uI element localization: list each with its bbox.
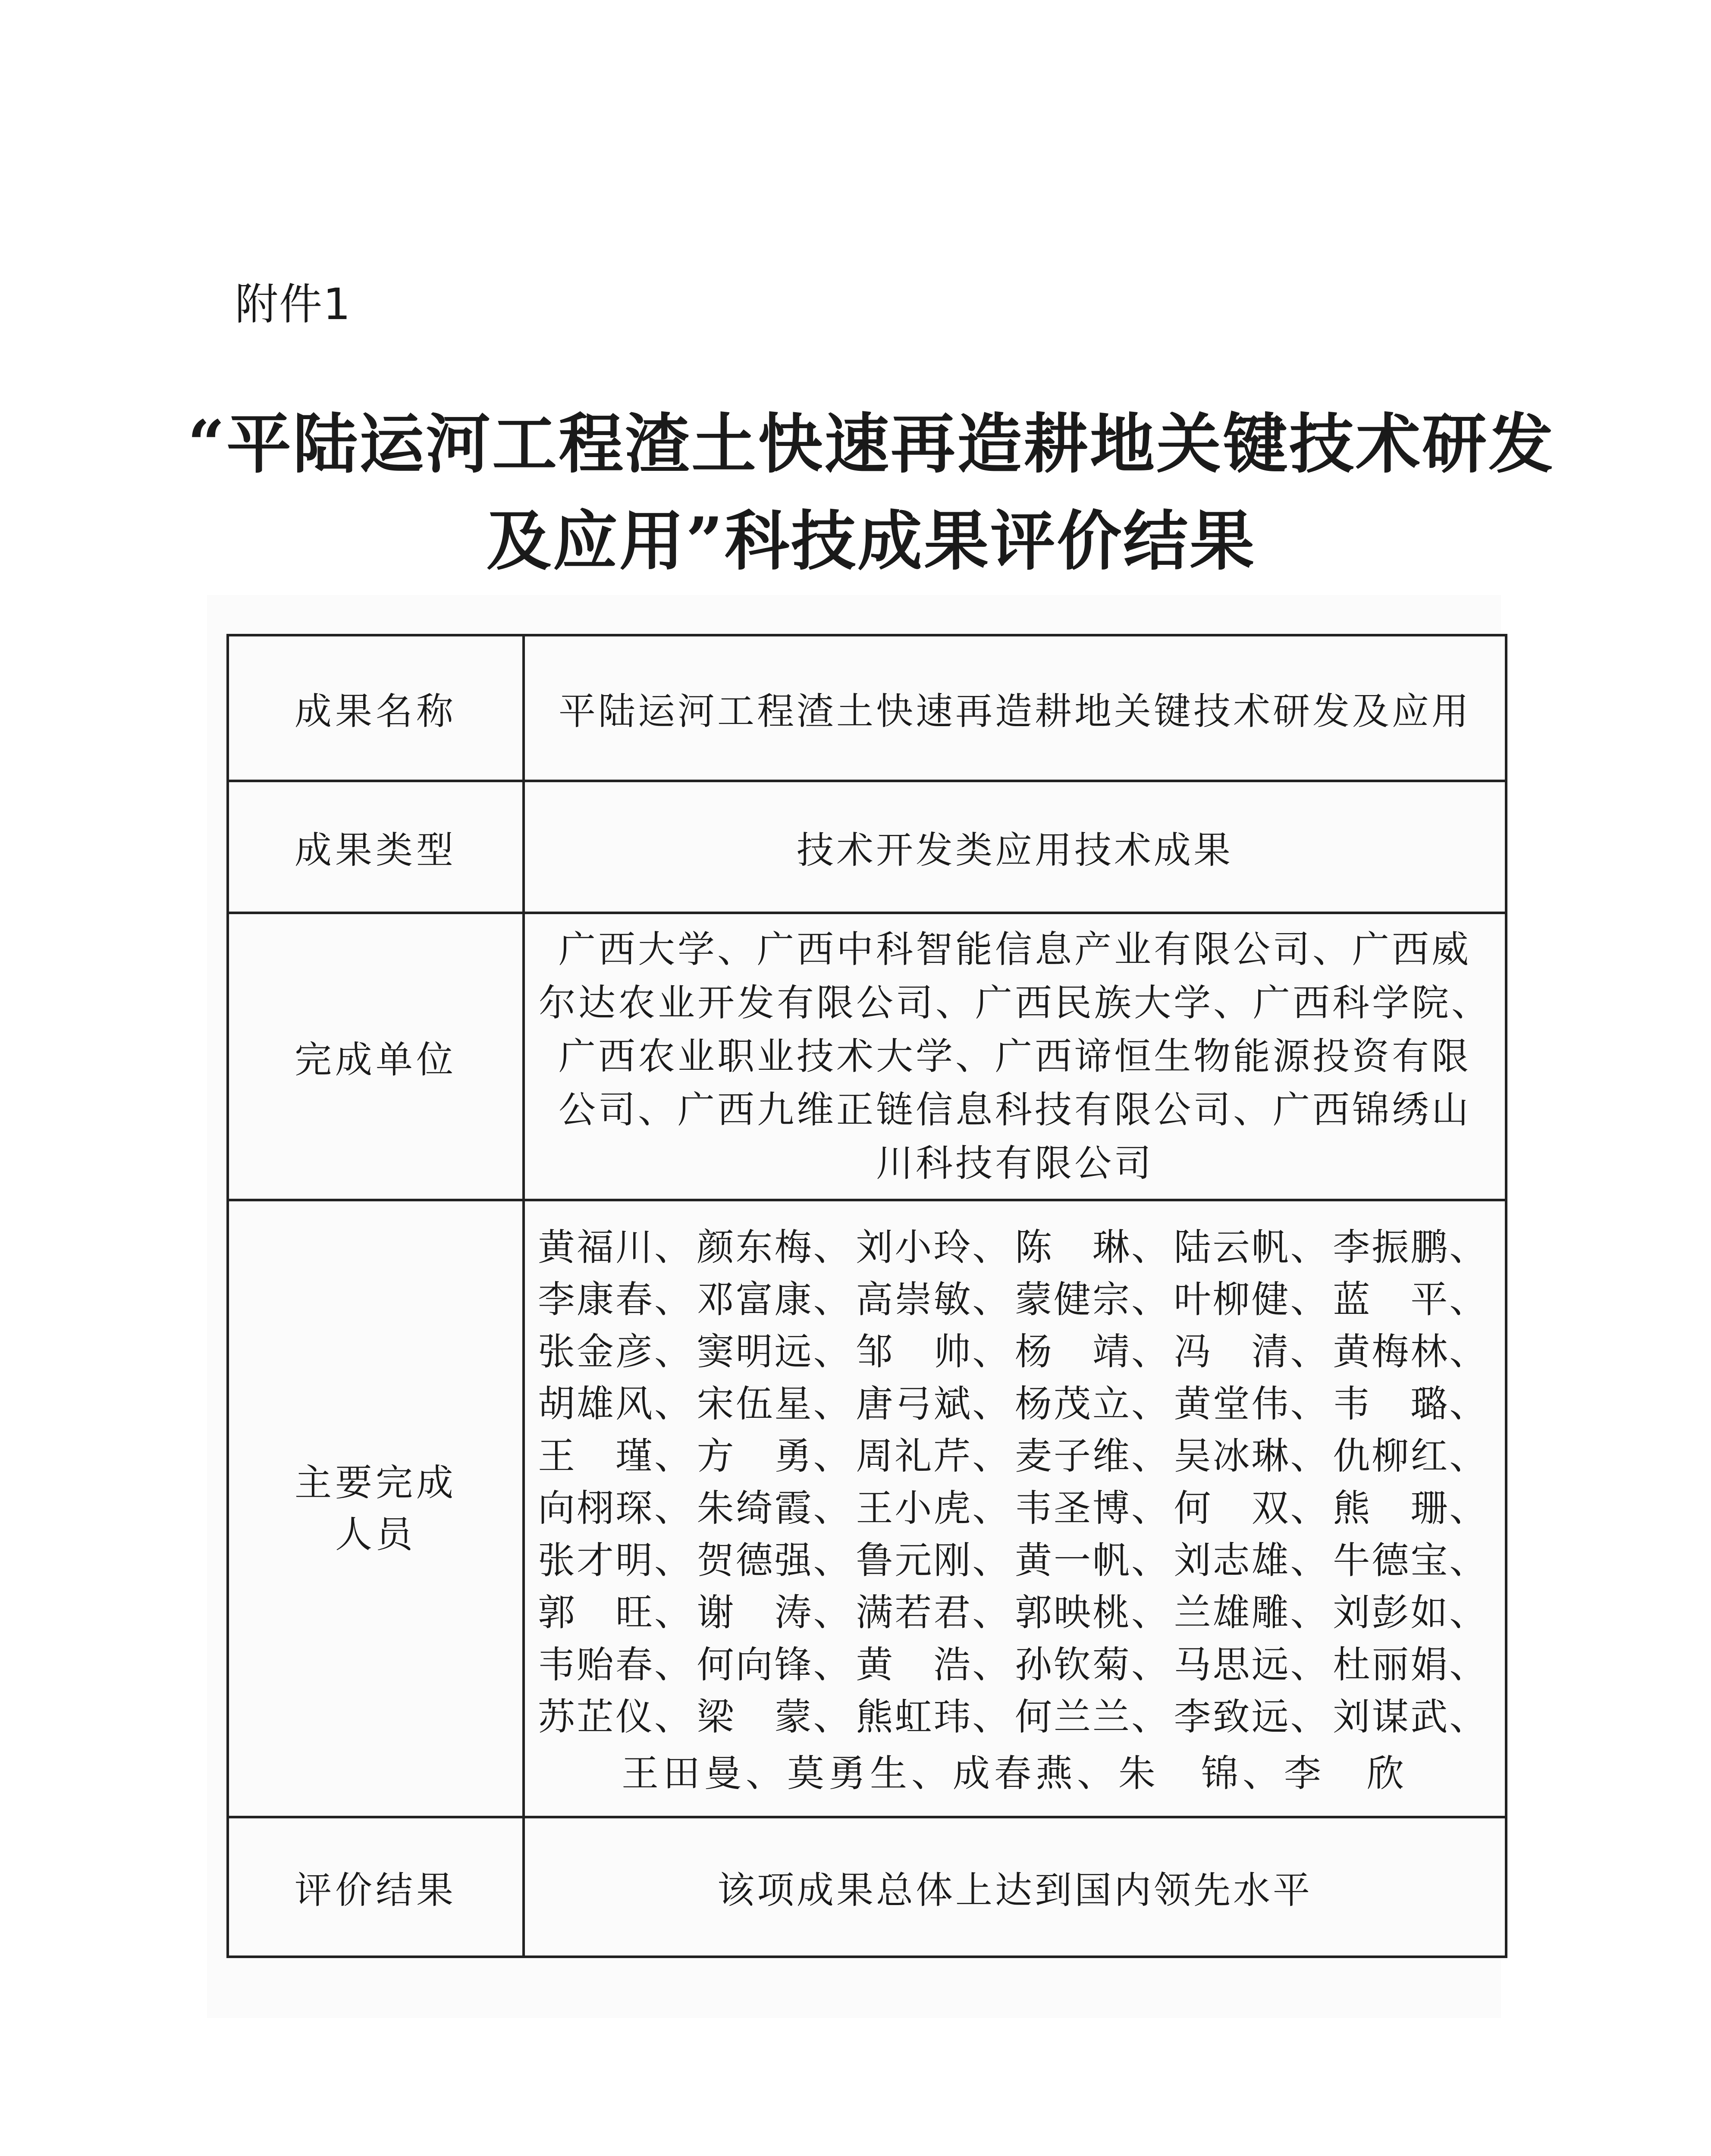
label-persons-line-2: 人员 — [335, 1513, 416, 1556]
person-name: 牛德宝、 — [1333, 1539, 1488, 1582]
person-name: 方 勇、 — [697, 1435, 852, 1478]
table-row-units — [228, 913, 1506, 1200]
person-name: 贺德强、 — [697, 1539, 852, 1582]
value-units — [524, 913, 1506, 1200]
person-name: 郭映桃、 — [1014, 1591, 1170, 1634]
person-name: 杜丽娟、 — [1333, 1643, 1488, 1686]
person-name: 孙钦菊、 — [1014, 1643, 1170, 1686]
person-name: 韦贻春、 — [538, 1643, 693, 1686]
person-name: 周礼芹、 — [856, 1435, 1011, 1478]
person-name: 李康春、 — [538, 1278, 693, 1321]
person-name: 李致远、 — [1174, 1695, 1329, 1739]
person-name: 高崇敏、 — [856, 1278, 1011, 1321]
label-type: 成果类型 — [228, 781, 524, 913]
value-evaluation: 该项成果总体上达到国内领先水平 — [524, 1817, 1506, 1957]
units-line: 广西农业职业技术大学、广西谛恒生物能源投资有限 — [559, 1035, 1471, 1078]
person-name: 刘谋武、 — [1333, 1695, 1488, 1739]
label-evaluation: 评价结果 — [228, 1817, 524, 1957]
person-name: 黄梅林、 — [1333, 1330, 1488, 1373]
value-persons — [524, 1200, 1506, 1817]
label-name: 成果名称 — [228, 635, 524, 781]
person-name: 满若君、 — [856, 1591, 1011, 1634]
person-name: 熊虹玮、 — [856, 1695, 1011, 1739]
person-name: 黄堂伟、 — [1174, 1382, 1329, 1426]
person-name: 张金彦、 — [538, 1330, 693, 1373]
table-row-type — [228, 781, 1506, 913]
person-name: 黄 浩、 — [856, 1643, 1011, 1686]
person-name: 李振鹏、 — [1333, 1226, 1488, 1269]
person-name: 冯 清、 — [1174, 1330, 1329, 1373]
person-name: 仇柳红、 — [1333, 1435, 1488, 1478]
person-name: 梁 蒙、 — [697, 1695, 852, 1739]
person-name: 谢 涛、 — [697, 1591, 852, 1634]
persons-last-line: 王田曼、莫勇生、成春燕、朱 锦、李 欣 — [622, 1752, 1408, 1795]
person-name: 韦圣博、 — [1014, 1487, 1170, 1530]
person-name: 陈 琳、 — [1014, 1226, 1170, 1269]
person-name: 黄一帆、 — [1014, 1539, 1170, 1582]
person-name: 宋伍星、 — [697, 1382, 852, 1426]
person-name: 何兰兰、 — [1014, 1695, 1170, 1739]
person-name: 苏芷仪、 — [538, 1695, 693, 1739]
attachment-label: 附件1 — [235, 279, 352, 329]
persons-grid — [538, 1217, 1492, 1748]
person-name: 黄福川、 — [538, 1226, 693, 1269]
units-line: 尔达农业开发有限公司、广西民族大学、广西科学院、 — [539, 981, 1491, 1025]
person-name: 邹 帅、 — [856, 1330, 1011, 1373]
person-name: 杨茂立、 — [1014, 1382, 1170, 1426]
person-name: 蒙健宗、 — [1014, 1278, 1170, 1321]
person-name: 刘志雄、 — [1174, 1539, 1329, 1582]
person-name: 王 瑾、 — [538, 1435, 693, 1478]
label-persons-line-1: 主要完成 — [295, 1461, 457, 1504]
evaluation-result-table — [226, 634, 1507, 1958]
units-line: 川科技有限公司 — [876, 1142, 1154, 1185]
person-name: 陆云帆、 — [1174, 1226, 1329, 1269]
person-name: 鲁元刚、 — [856, 1539, 1011, 1582]
value-type: 技术开发类应用技术成果 — [524, 781, 1506, 913]
person-name: 郭 旺、 — [538, 1591, 693, 1634]
person-name: 蓝 平、 — [1333, 1278, 1488, 1321]
label-persons — [228, 1200, 524, 1817]
person-name: 熊 珊、 — [1333, 1487, 1488, 1530]
person-name: 向栩琛、 — [538, 1487, 693, 1530]
person-name: 窦明远、 — [697, 1330, 852, 1373]
person-name: 唐弓斌、 — [856, 1382, 1011, 1426]
person-name: 马思远、 — [1174, 1643, 1329, 1686]
person-name: 何向锋、 — [697, 1643, 852, 1686]
person-name: 朱绮霞、 — [697, 1487, 852, 1530]
person-name: 兰雄雕、 — [1174, 1591, 1329, 1634]
person-name: 王小虎、 — [856, 1487, 1011, 1530]
person-name: 胡雄风、 — [538, 1382, 693, 1426]
person-name: 杨 靖、 — [1014, 1330, 1170, 1373]
person-name: 麦子维、 — [1014, 1435, 1170, 1478]
person-name: 韦 璐、 — [1333, 1382, 1488, 1426]
table-row-evaluation — [228, 1817, 1506, 1957]
person-name: 吴冰琳、 — [1174, 1435, 1329, 1478]
units-line: 广西大学、广西中科智能信息产业有限公司、广西威 — [559, 928, 1471, 971]
document-title-line-1: “平陆运河工程渣土快速再造耕地关键技术研发 — [187, 406, 1555, 482]
person-name: 颜东梅、 — [697, 1226, 852, 1269]
table-row-name — [228, 635, 1506, 781]
value-name: 平陆运河工程渣土快速再造耕地关键技术研发及应用 — [524, 635, 1506, 781]
person-name: 张才明、 — [538, 1539, 693, 1582]
units-line: 公司、广西九维正链信息科技有限公司、广西锦绣山 — [559, 1088, 1471, 1131]
person-name: 何 双、 — [1174, 1487, 1329, 1530]
label-units: 完成单位 — [228, 913, 524, 1200]
person-name: 邓富康、 — [697, 1278, 852, 1321]
table-row-persons — [228, 1200, 1506, 1817]
person-name: 叶柳健、 — [1174, 1278, 1329, 1321]
person-name: 刘小玲、 — [856, 1226, 1011, 1269]
document-title-line-2: 及应用”科技成果评价结果 — [486, 503, 1256, 579]
person-name: 刘彭如、 — [1333, 1591, 1488, 1634]
